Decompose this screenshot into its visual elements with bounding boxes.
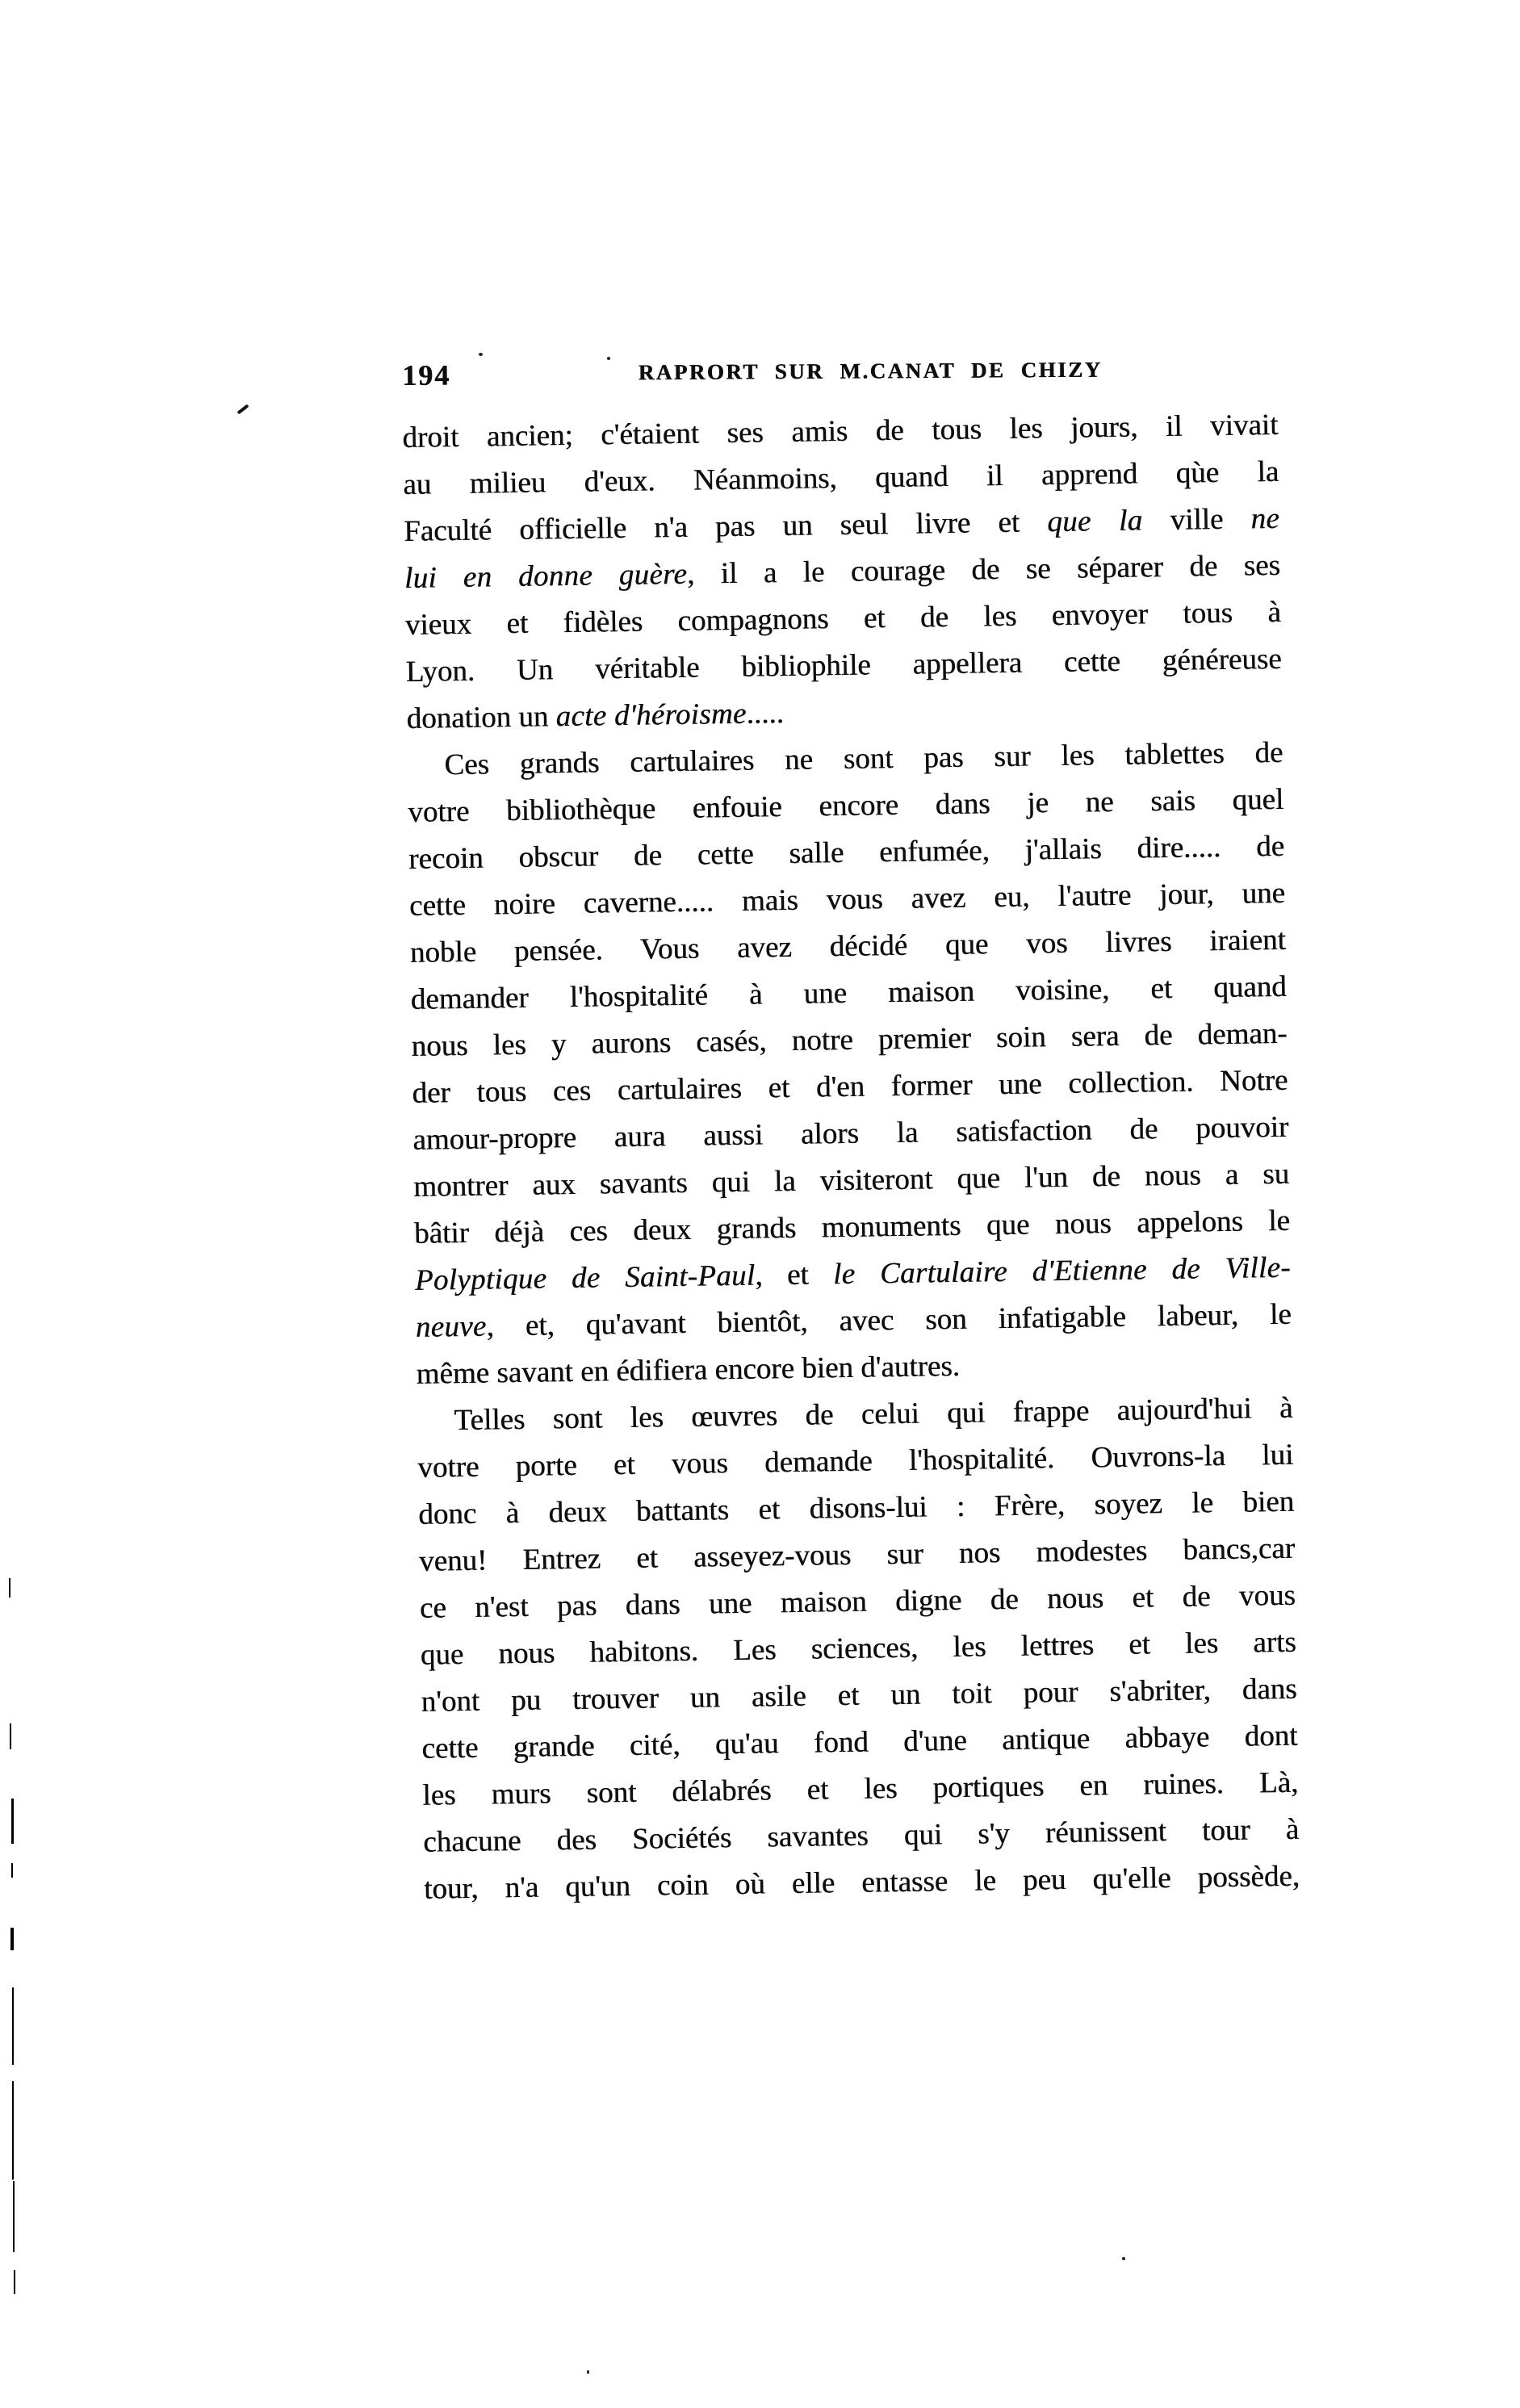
text-run: tour, n'a qu'un coin où elle entasse le peu qu'elle possède, — [423, 1859, 1300, 1906]
text-run: Faculté officielle n'a pas un seul livre et — [403, 505, 1048, 548]
page-number: 194 — [402, 358, 451, 392]
scan-artifact-line — [13, 2181, 15, 2252]
body-text — [402, 402, 1300, 1913]
text-run: les murs sont délabrés et les portiques en ruines. Là, — [422, 1765, 1299, 1812]
scan-artifact-speck — [479, 353, 483, 356]
italic-text-run: lui en donne guère — [404, 557, 688, 595]
scan-artifact-line — [11, 1863, 13, 1878]
text-run: que nous habitons. Les sciences, les lettres et les arts — [420, 1625, 1296, 1672]
text-run: , et, qu'avant bientôt, avec son infatigable labeur, le — [486, 1297, 1292, 1343]
italic-text-run: neuve — [415, 1309, 487, 1344]
scan-artifact-speck — [1122, 2257, 1125, 2260]
text-run: demander l'hospitalité à une maison voisine, et quand — [410, 969, 1287, 1016]
scan-artifact-tick — [237, 404, 249, 414]
italic-text-run: que la — [1046, 504, 1143, 539]
text-run: Ces grands cartulaires ne sont pas sur les tablettes de — [444, 735, 1283, 782]
scan-artifact-line — [14, 2270, 15, 2294]
text-run: recoin obscur de cette salle enfumée, j'allais dire..... de — [408, 829, 1285, 876]
text-run: nous les y aurons casés, notre premier soin sera de deman- — [411, 1016, 1288, 1063]
text-run: votre porte et vous demande l'hospitalité. Ouvrons-la lui — [417, 1438, 1294, 1485]
text-run: , et — [755, 1258, 834, 1292]
text-run: vieux et fidèles compagnons et de les envoyer tous à — [404, 595, 1282, 642]
scan-artifact-line — [12, 1987, 14, 2065]
scan-artifact-speck — [587, 2370, 589, 2374]
italic-text-run: Polyptique de Saint-Paul — [414, 1258, 756, 1297]
scan-artifact-line — [10, 1928, 14, 1950]
text-run: votre bibliothèque enfouie encore dans je ne sais quel — [408, 782, 1284, 829]
text-run: donc à deux battants et disons-lui : Frère, soyez le bien — [417, 1485, 1295, 1531]
text-run: noble pensée. Vous avez décidé que vos livres iraient — [409, 923, 1287, 969]
text-run: même savant en édifiera encore bien d'autres. — [416, 1349, 961, 1391]
italic-text-run: acte d'héroisme — [555, 697, 747, 734]
scan-artifact-line — [9, 1578, 10, 1598]
text-run: n'ont pu trouver un asile et un toit pour s'abriter, dans — [421, 1672, 1297, 1719]
text-run: droit ancien; c'étaient ses amis de tous les jours, il vivait — [402, 408, 1279, 454]
scan-artifact-line — [11, 1799, 14, 1844]
scan-artifact-line — [12, 2081, 14, 2180]
text-run: ..... — [746, 697, 785, 731]
text-run: amour-propre aura aussi alors la satisfaction de pouvoir — [412, 1110, 1289, 1157]
text-run: Lyon. Un véritable bibliophile appellera cette généreuse — [405, 642, 1282, 689]
text-run: cette grande cité, qu'au fond d'une antique abbaye dont — [421, 1719, 1298, 1765]
scan-artifact-line — [10, 1723, 11, 1749]
text-run: cette noire caverne..... mais vous avez eu, l'autre jour, une — [408, 876, 1286, 923]
text-run: venu! Entrez et asseyez-vous sur nos modestes bancs,car — [418, 1531, 1296, 1578]
text-run: montrer aux savants qui la visiteront que l'un de nous a su — [412, 1157, 1290, 1204]
text-run: Telles sont les œuvres de celui qui frappe aujourd'hui à — [454, 1391, 1293, 1438]
text-run: ce n'est pas dans une maison digne de nous et de vous — [419, 1578, 1296, 1625]
text-run: bâtir déjà ces deux grands monuments que nous appelons le — [413, 1204, 1291, 1250]
text-run: donation un — [406, 700, 556, 735]
italic-text-run: le Cartulaire d'Etienne de Ville- — [832, 1250, 1292, 1292]
text-run: au milieu d'eux. Néanmoins, quand il apprend qùe la — [402, 454, 1279, 501]
text-run: , il a le courage de se séparer de ses — [686, 548, 1281, 591]
scan-artifact-speck — [607, 357, 610, 360]
text-run: chacune des Sociétés savantes qui s'y réunissent tour à — [422, 1812, 1300, 1859]
text-run: der tous ces cartulaires et d'en former une collection. Notre — [412, 1063, 1288, 1110]
running-header: RAPRORT SUR M.CANAT DE CHIZY — [638, 357, 1103, 385]
text-run: ville — [1142, 502, 1251, 538]
page-header — [402, 350, 1278, 396]
italic-text-run: ne — [1250, 501, 1280, 536]
